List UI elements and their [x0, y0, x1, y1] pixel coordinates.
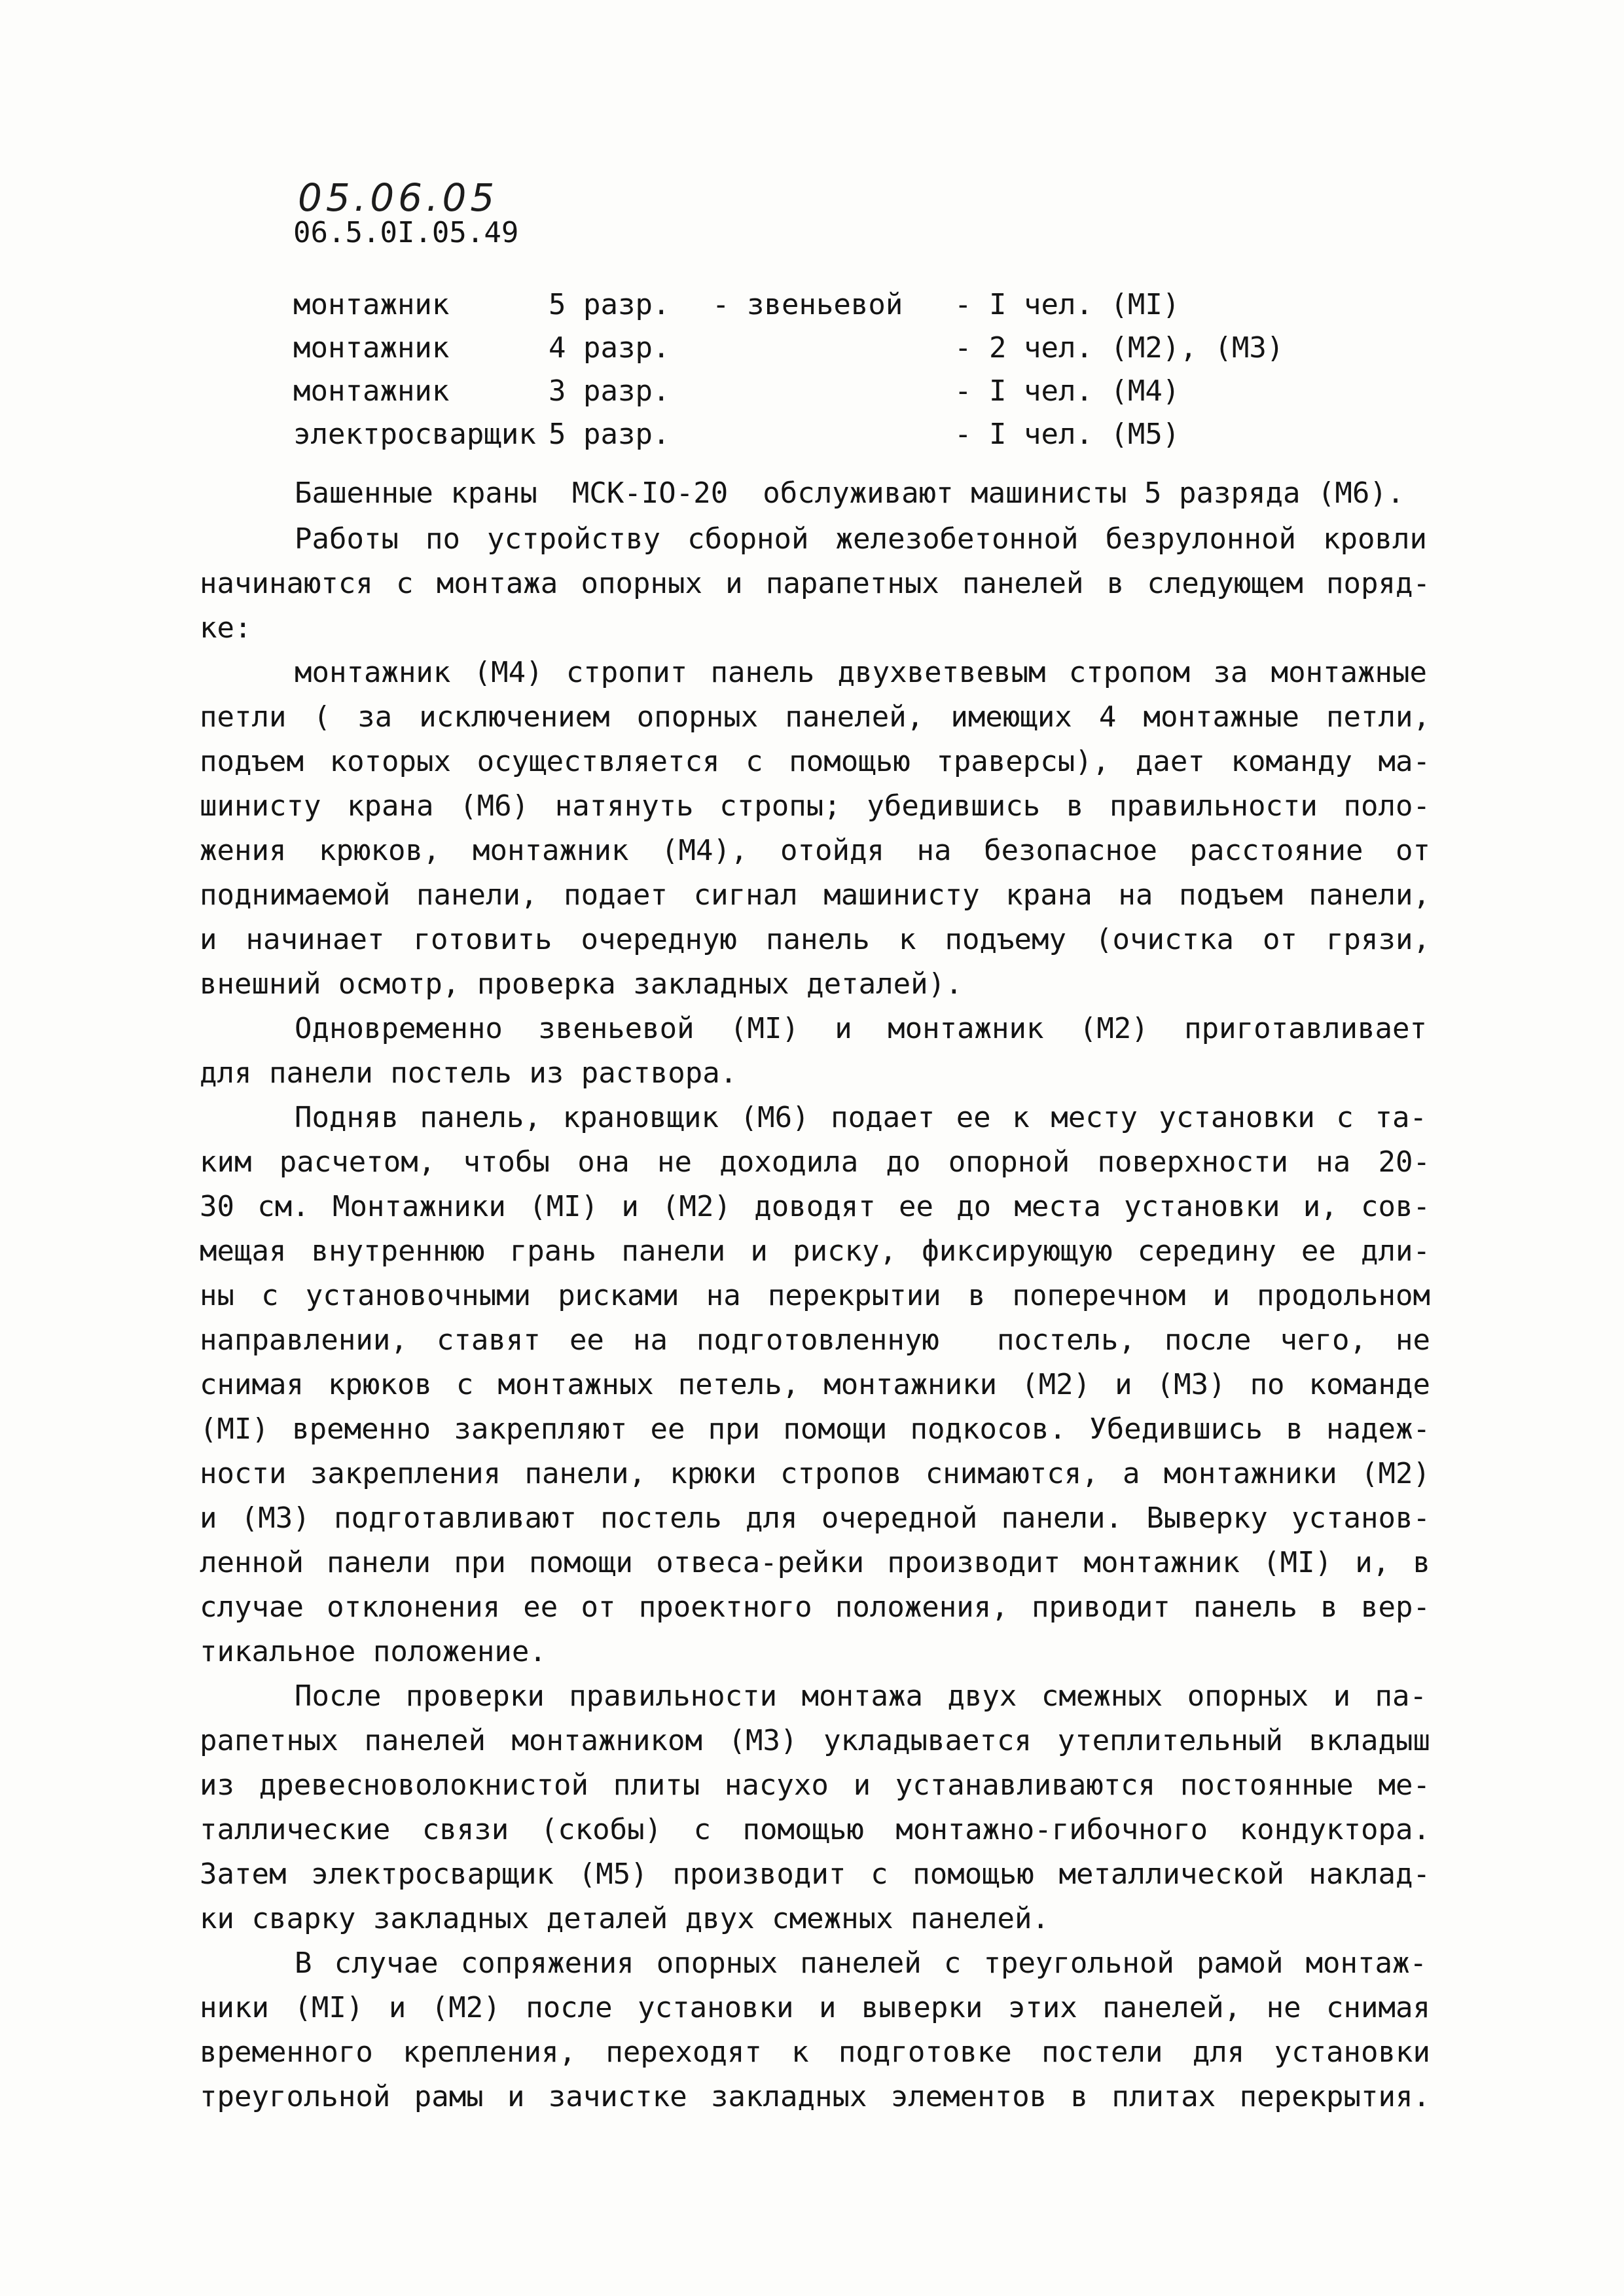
crew-row [293, 418, 1373, 461]
text-line: из древесноволокнистой плиты насухо и устанавливаются постоянные ме- [200, 1768, 1430, 1802]
text-line: направлении, ставят ее на подготовленную постель, после чего, не [200, 1323, 1430, 1357]
text-line: Затем электросварщик (М5) производит с помощью металлической наклад- [200, 1857, 1430, 1891]
text-line: Одновременно звеньевой (МI) и монтажник (М2) приготавливает [295, 1012, 1427, 1045]
crew-count: - I чел. (МI) [954, 288, 1180, 321]
crew-role: монтажник [293, 331, 450, 365]
text-line: снимая крюков с монтажных петель, монтажники (М2) и (М3) по команде [200, 1368, 1430, 1401]
crew-row [293, 288, 1373, 331]
text-line: 30 см. Монтажники (МI) и (М2) доводят ее до места установки и, сов- [200, 1190, 1430, 1223]
text-line: ки сварку закладных деталей двух смежных панелей. [200, 1902, 1050, 1935]
text-line: временного крепления, переходят к подготовке постели для установки [200, 2036, 1430, 2069]
crew-count: - I чел. (М4) [954, 374, 1180, 408]
crew-count: - 2 чел. (М2), (М3) [954, 331, 1284, 365]
text-line: жения крюков, монтажник (М4), отойдя на безопасное расстояние от [200, 834, 1430, 867]
text-line: ким расчетом, чтобы она не доходила до опорной поверхности на 20- [200, 1145, 1430, 1179]
text-line: Работы по устройству сборной железобетонной безрулонной кровли [295, 522, 1427, 556]
handwritten-code: 05.06.05 [298, 175, 499, 220]
crew-grade: 5 разр. [549, 418, 670, 451]
text-line: Подняв панель, крановщик (М6) подает ее к месту установки с та- [295, 1101, 1427, 1134]
text-line: внешний осмотр, проверка закладных деталей). [200, 967, 963, 1001]
crew-grade: 4 разр. [549, 331, 670, 365]
text-line: Башенные краны МСК-IО-20 обслуживают машинисты 5 разряда (М6). [295, 476, 1405, 510]
text-line: подъем которых осуществляется с помощью траверсы), дает команду ма- [200, 745, 1430, 778]
text-line: монтажник (М4) стропит панель двухветвевым стропом за монтажные [295, 656, 1427, 689]
text-line: ности закрепления панели, крюки стропов снимаются, а монтажники (М2) [200, 1457, 1430, 1490]
crew-grade: 3 разр. [549, 374, 670, 408]
text-line: После проверки правильности монтажа двух смежных опорных и па- [295, 1679, 1427, 1713]
text-line: и (М3) подготавливают постель для очередной панели. Выверку установ- [200, 1501, 1430, 1535]
text-line: В случае сопряжения опорных панелей с треугольной рамой монтаж- [295, 1946, 1427, 1980]
text-line: таллические связи (скобы) с помощью монтажно-гибочного кондуктора. [200, 1813, 1430, 1846]
text-line: случае отклонения ее от проектного положения, приводит панель в вер- [200, 1590, 1430, 1624]
crew-grade: 5 разр. [549, 288, 670, 321]
text-line: начинаются с монтажа опорных и парапетных панелей в следующем поряд- [200, 567, 1430, 600]
text-line: мещая внутреннюю грань панели и риску, фиксирующую середину ее дли- [200, 1234, 1430, 1268]
crew-role: электросварщик [293, 418, 536, 451]
text-line: ленной панели при помощи отвеса-рейки производит монтажник (МI) и, в [200, 1546, 1430, 1579]
crew-row [293, 374, 1373, 418]
text-line: и начинает готовить очередную панель к подъему (очистка от грязи, [200, 923, 1430, 956]
crew-note: - звеньевой [712, 288, 903, 321]
text-line: поднимаемой панели, подает сигнал машинисту крана на подъем панели, [200, 878, 1430, 912]
crew-count: - I чел. (М5) [954, 418, 1180, 451]
text-line: петли ( за исключением опорных панелей, имеющих 4 монтажные петли, [200, 700, 1430, 734]
text-line: ке: [200, 611, 252, 645]
text-line: рапетных панелей монтажником (М3) укладывается утеплительный вкладыш [200, 1724, 1430, 1757]
text-line: (МI) временно закрепляют ее при помощи подкосов. Убедившись в надеж- [200, 1412, 1430, 1446]
text-line: для панели постель из раствора. [200, 1056, 738, 1090]
text-line: тикальное положение. [200, 1635, 547, 1668]
text-line: треугольной рамы и зачистке закладных элементов в плитах перекрытия. [200, 2080, 1430, 2113]
crew-row [293, 331, 1373, 374]
document-code: 06.5.0I.05.49 [293, 216, 519, 249]
crew-role: монтажник [293, 374, 450, 408]
text-line: ны с установочными рисками на перекрытии в поперечном и продольном [200, 1279, 1430, 1312]
text-line: ники (МI) и (М2) после установки и выверки этих панелей, не снимая [200, 1991, 1430, 2024]
crew-role: монтажник [293, 288, 450, 321]
text-line: шинисту крана (М6) натянуть стропы; убедившись в правильности поло- [200, 789, 1430, 823]
